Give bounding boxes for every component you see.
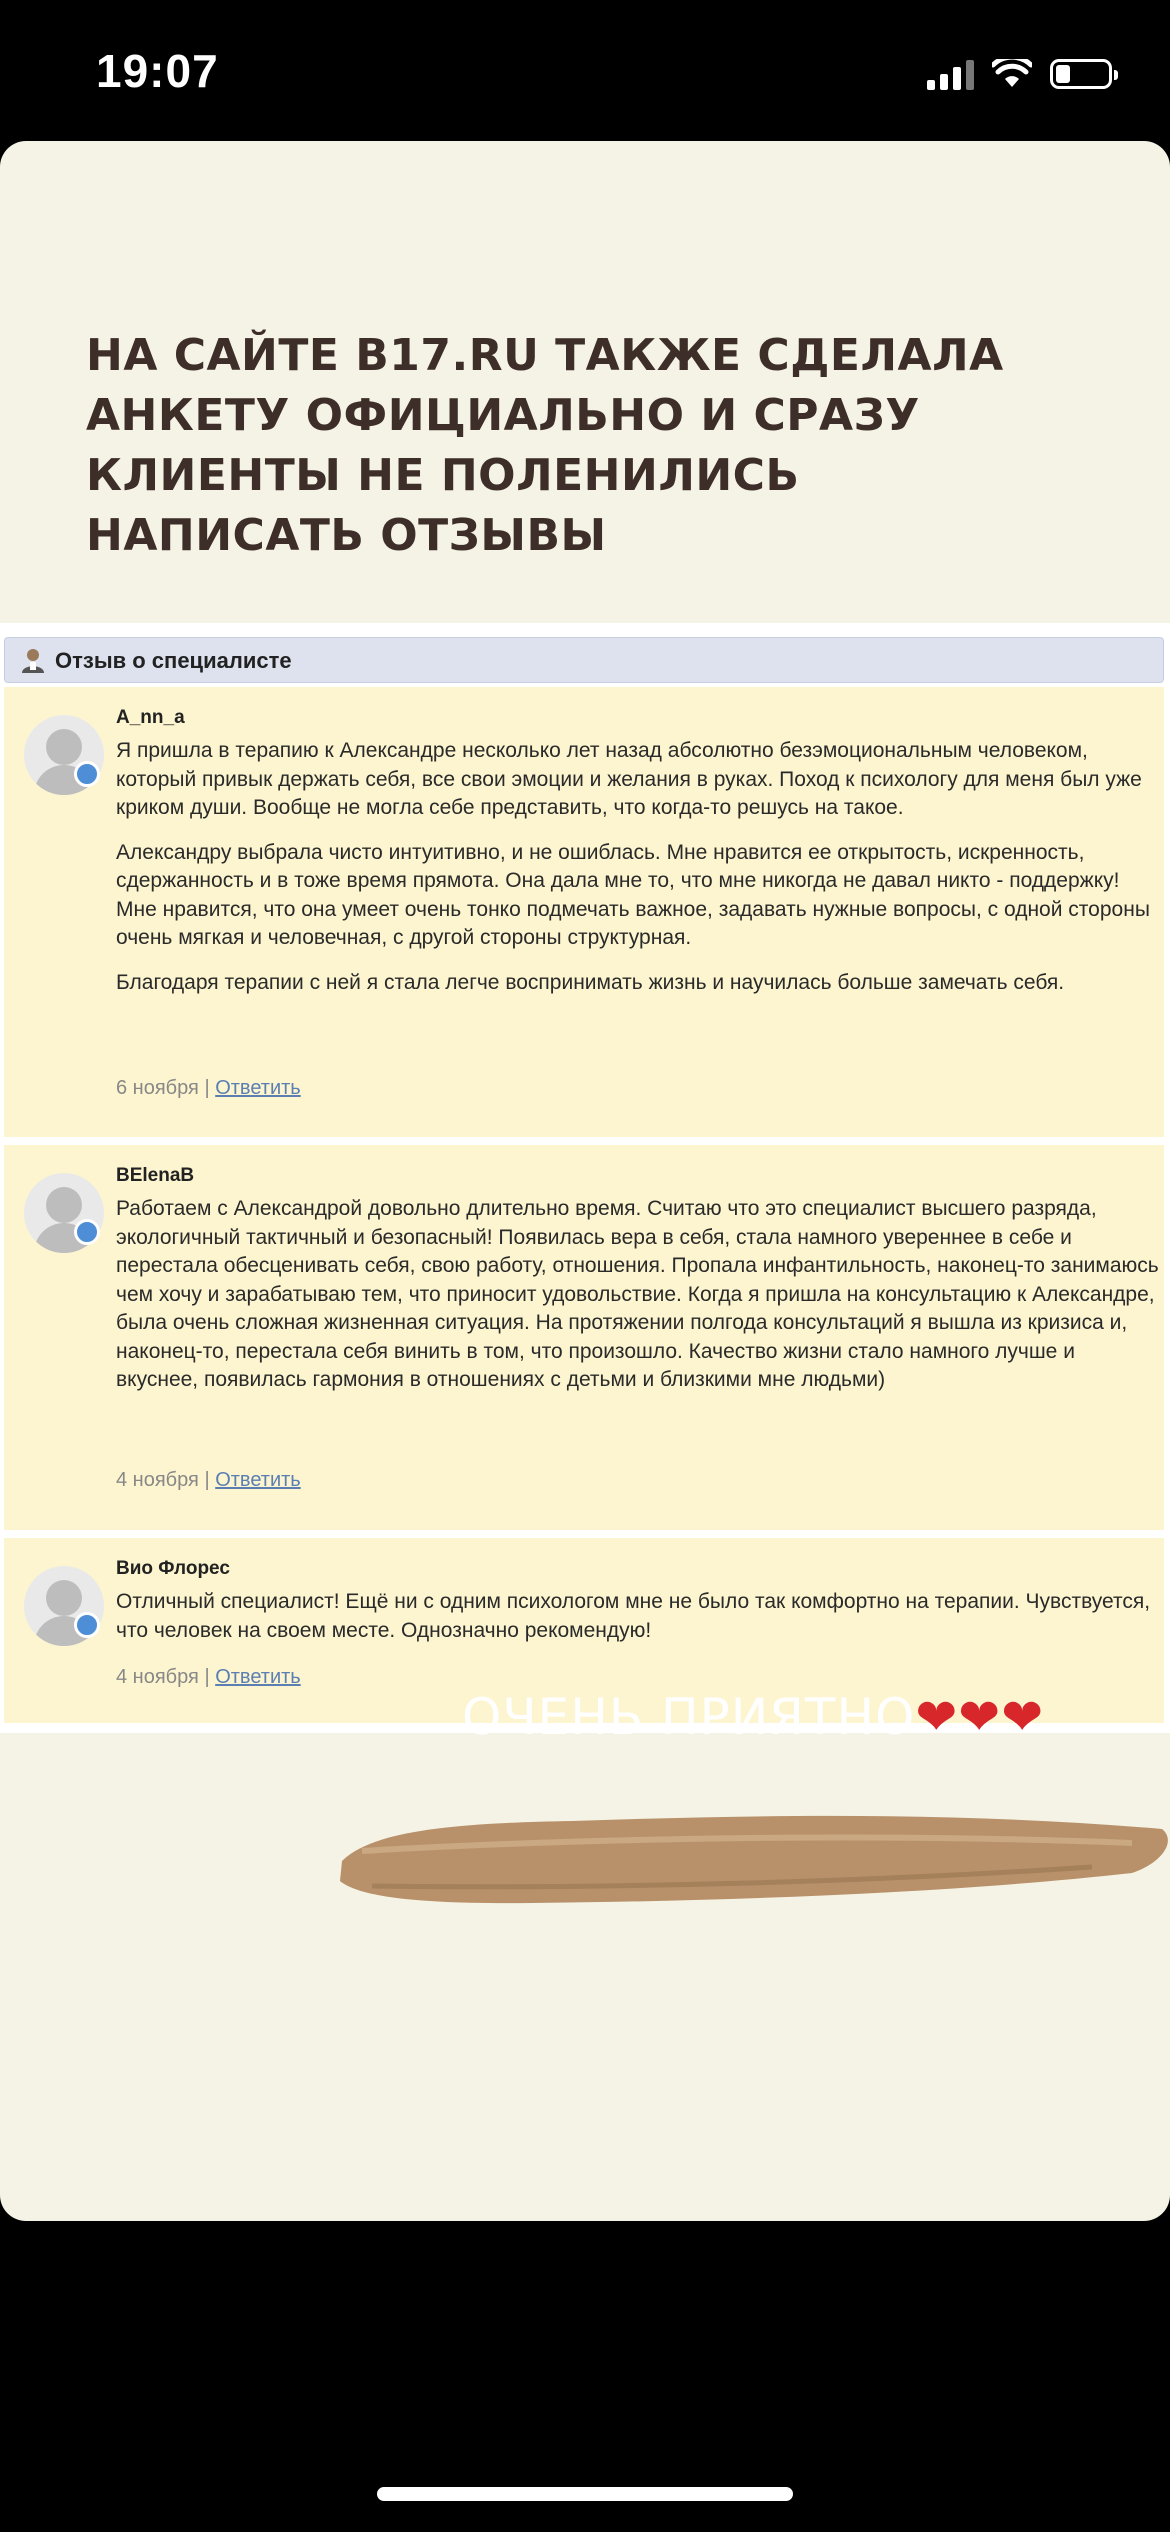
status-time: 19:07: [96, 45, 219, 97]
review-text: [116, 1195, 1160, 1411]
review-date: 6 ноября: [116, 1077, 199, 1099]
home-indicator[interactable]: [377, 2487, 793, 2501]
review-paragraph: Я пришла в терапию к Александре несколько лет назад абсолютно безэмоциональным человеком, который привык держать себя, все свои эмоции и желания в руках. Поход к психологу для меня был уже криком души. Вообще не могла себе представить, что когда-то решусь на такое.: [116, 739, 1142, 819]
reply-link[interactable]: Ответить: [215, 1469, 301, 1491]
review-meta: [116, 1469, 301, 1492]
meta-separator: |: [204, 1077, 210, 1099]
review-item: [4, 687, 1164, 1137]
cellular-signal-icon: [927, 58, 974, 90]
story-card: [0, 141, 1170, 2221]
review-author[interactable]: BElenaB: [116, 1165, 195, 1186]
review-text: [116, 737, 1160, 1013]
review-author[interactable]: Вио Флорес: [116, 1558, 230, 1579]
avatar[interactable]: [14, 701, 98, 785]
meta-separator: |: [204, 1469, 210, 1491]
review-meta: [116, 1666, 301, 1689]
wifi-icon: [992, 59, 1032, 89]
review-author[interactable]: A_nn_a: [116, 707, 185, 728]
review-paragraph: Благодаря терапии с ней я стала легче воспринимать жизнь и научилась больше замечать себя.: [116, 970, 1065, 994]
reviews-title: Отзыв о специалисте: [55, 648, 292, 673]
hearts-icon: ❤❤❤: [915, 1688, 1045, 1746]
reply-link[interactable]: Ответить: [215, 1666, 301, 1688]
status-bar: [0, 0, 1170, 140]
review-paragraph: Отличный специалист! Ещё ни с одним психологом мне не было так комфортно на терапии. Чувствуется, что человек на своем месте. Однозначно рекомендую!: [116, 1590, 1151, 1642]
reviews-screenshot: [0, 623, 1170, 1733]
review-paragraph: Александру выбрала чисто интуитивно, и не ошиблась. Мне нравится ее открытость, искренность, сдержанность и в тоже время прямота. Она дала мне то, что мне никогда не давал никто - поддержку! Мне нравится, что она умеет очень тонко подмечать важное, задавать нужные вопросы, с одной стороны очень мягкая и человечная, с другой стороны структурная.: [116, 840, 1150, 949]
banner-label: ОЧЕНЬ ПРИЯТНО: [462, 1688, 916, 1746]
headline-line: НАПИСАТЬ ОТЗЫВЫ: [86, 510, 607, 561]
specialist-icon: [19, 646, 47, 674]
review-date: 4 ноября: [116, 1469, 199, 1491]
review-paragraph: Работаем с Александрой довольно длительно время. Считаю что это специалист высшего разряда, экологичный тактичный и безопасный! Появилась вера в себя, стала намного увереннее в себе и перестала обесценивать себя, свою работу, отношения. Пропала инфантильность, наконец-то занимаюсь чем хочу и зарабатываю тем, что приносит удовольствие. Когда я пришла на консультацию к Александре, была очень сложная жизненная ситуация. На протяжении полгода консультаций я вышла из кризиса и, наконец-то, перестала себя винить в том, что произошло. Качество жизни стало намного лучше и вкуснее, появилась гармония в отношениях с детьми и близкими мне людьми): [116, 1197, 1159, 1391]
review-text: [116, 1588, 1160, 1661]
battery-icon: [1050, 59, 1112, 89]
headline-line: НА САЙТЕ B17.RU ТАКЖЕ СДЕЛАЛА: [86, 330, 1004, 381]
headline-line: АНКЕТУ ОФИЦИАЛЬНО И СРАЗУ: [86, 390, 920, 441]
status-icons: [927, 54, 1112, 94]
meta-separator: |: [204, 1666, 210, 1688]
headline: [86, 326, 1004, 566]
brush-stroke-banner: [332, 1801, 1170, 1911]
avatar[interactable]: [14, 1552, 98, 1636]
review-item: [4, 1145, 1164, 1530]
review-meta: [116, 1077, 301, 1100]
avatar[interactable]: [14, 1159, 98, 1243]
review-date: 4 ноября: [116, 1666, 199, 1688]
banner-text: [462, 1688, 1044, 1746]
reviews-header: [4, 637, 1164, 683]
headline-line: КЛИЕНТЫ НЕ ПОЛЕНИЛИСЬ: [86, 450, 800, 501]
reply-link[interactable]: Ответить: [215, 1077, 301, 1099]
